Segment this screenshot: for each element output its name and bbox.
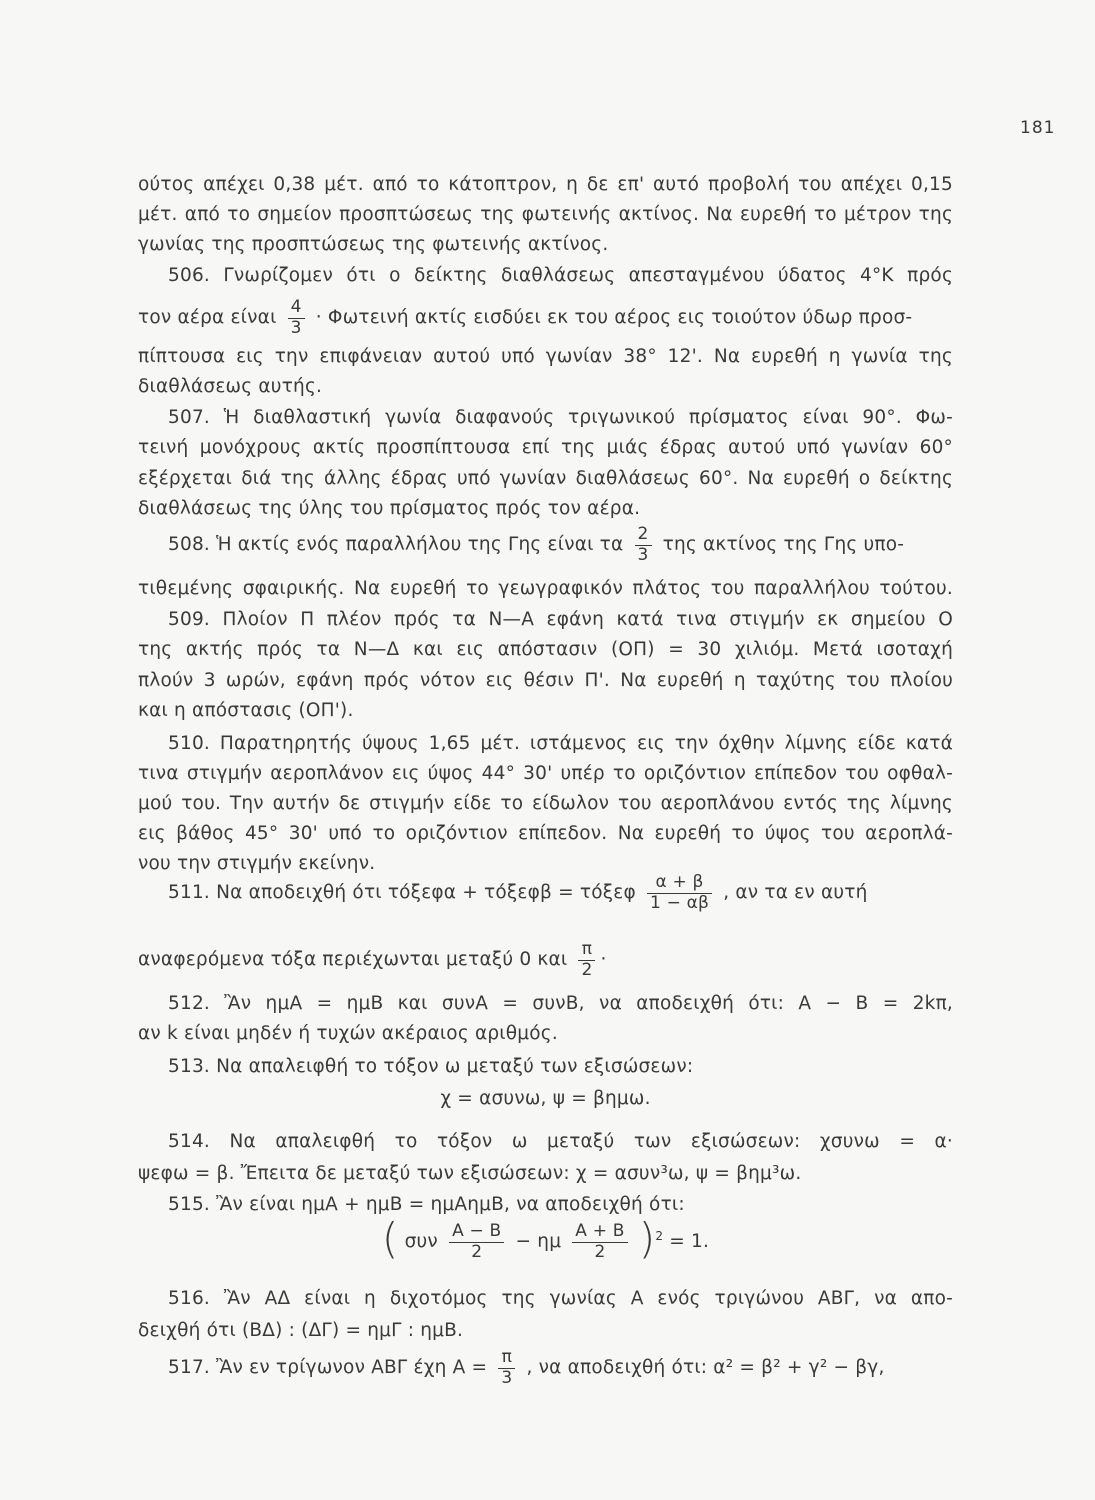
text-line: διαθλάσεως αυτής. <box>138 376 323 397</box>
exercise-509: 509. Πλοίον Π πλέον πρός τα Ν—Α εφάνη κατά τινα στιγμήν εκ σημείου Ο <box>168 609 953 630</box>
exercise-508: 508. Ἡ ακτίς ενός παραλλήλου της Γης είναι τα $\frac{2}{3}$ της ακτίνος της Γης υπο- <box>168 524 905 565</box>
text-line: μέτ. από το σημείον προσπτώσεως της φωτεινής ακτίνος. Να ευρεθή το μέτρον της <box>138 204 953 225</box>
text-line: δειχθή ότι (ΒΔ) : (ΔΓ) = ημΓ : ημΒ. <box>138 1320 464 1341</box>
text-line: αναφερόμενα τόξα περιέχωνται μεταξύ 0 και $\frac{\pi}{2}$ · <box>138 939 607 980</box>
text-line: νου την στιγμήν εκείνην. <box>138 853 376 874</box>
exercise-517: 517. Ἂν εν τρίγωνον ΑΒΓ έχη Α = $\frac{\pi}{3}$ , να αποδειχθή ότι: α² = β² + γ² − βγ, <box>168 1347 885 1388</box>
fraction-4-3: $\frac{4}{3}$ <box>288 298 305 338</box>
text-line: πίπτουσα εις την επιφάνειαν αυτού υπό γωνίαν 38° 12'. Να ευρεθή η γωνία της <box>138 346 953 367</box>
exercise-511: 511. Να αποδειχθή ότι τόξεφα + τόξεφβ = τόξεφ $\frac{\alpha + \beta}{1 - \alpha\beta}$ , αν τα εν αυτή <box>168 872 868 913</box>
text-line: εις βάθος 45° 30' υπό το οριζόντιον επίπεδον. Να ευρεθή το ύψος του αεροπλά- <box>138 823 953 844</box>
text-line: ψεφω = β. Ἔπειτα δε μεταξύ των εξισώσεων: χ = ασυν³ω, ψ = βημ³ω. <box>138 1163 802 1184</box>
text-line: τιθεμένης σφαιρικής. Να ευρεθή το γεωγραφικόν πλάτος του παραλλήλου τούτου. <box>138 578 953 599</box>
fraction-pi-3: $\frac{\pi}{3}$ <box>498 1348 515 1388</box>
fraction-alpha-beta: $\frac{\alpha + \beta}{1 - \alpha\beta}$ <box>647 873 712 913</box>
exercise-510: 510. Παρατηρητής ύψους 1,65 μέτ. ιστάμενος εις την όχθην λίμνης είδε κατά <box>168 733 953 754</box>
page-number: 181 <box>1020 118 1056 138</box>
text-line: τινα στιγμήν αεροπλάνον εις ύψος 44° 30' υπέρ το οριζόντιον επίπεδον του οφθαλ- <box>138 763 953 784</box>
text-line: διαθλάσεως της ύλης του πρίσματος πρός τον αέρα. <box>138 498 641 519</box>
text-line: τεινή μονόχρους ακτίς προσπίπτουσα επί της μιάς έδρας αυτού υπό γωνίαν 60° <box>138 437 953 458</box>
text-line: τον αέρα είναι $\frac{4}{3}$ · Φωτεινή ακτίς εισδύει εκ του αέρος εις τοιούτον ύδωρ προσ- <box>138 297 913 338</box>
text-line: και η απόστασις (ΟΠ'). <box>138 700 354 721</box>
fraction-pi-2: $\frac{\pi}{2}$ <box>578 940 595 980</box>
equation-line: χ = ασυνω, ψ = βημω. <box>440 1088 651 1109</box>
exercise-507: 507. Ἡ διαθλαστική γωνία διαφανούς τριγωνικού πρίσματος είναι 90°. Φω- <box>168 407 953 428</box>
text-line: αν k είναι μηδέν ή τυχών ακέραιος αριθμός. <box>138 1023 558 1044</box>
text-line: ούτος απέχει 0,38 μέτ. από το κάτοπτρον, η δε επ' αυτό προβολή του απέχει 0,15 <box>138 174 953 195</box>
text-line: γωνίας της προσπτώσεως της φωτεινής ακτίνος. <box>138 234 609 255</box>
exercise-515: 515. Ἂν είναι ημΑ + ημΒ = ημΑημΒ, να αποδειχθή ότι: <box>168 1194 685 1215</box>
exercise-513: 513. Να απαλειφθή το τόξον ω μεταξύ των εξισώσεων: <box>168 1056 694 1077</box>
fraction-a-minus-b: $\frac{A - B}{2}$ <box>449 1222 504 1262</box>
fraction-2-3: $\frac{2}{3}$ <box>635 525 652 565</box>
text-line: της ακτής πρός τα Ν—Δ και εις απόστασιν (ΟΠ) = 30 χιλιόμ. Μετά ισοταχή <box>138 639 953 660</box>
fraction-a-plus-b: $\frac{A + B}{2}$ <box>572 1222 627 1262</box>
text-line: μού του. Την αυτήν δε στιγμήν είδε το είδωλον του αεροπλάνου εντός της λίμνης <box>138 793 953 814</box>
exercise-506: 506. Γνωρίζομεν ότι ο δείκτης διαθλάσεως απεσταγμένου ύδατος 4°Κ πρός <box>168 265 953 286</box>
text-line: εξέρχεται διά της άλλης έδρας υπό γωνίαν διαθλάσεως 60°. Να ευρεθή ο δείκτης <box>138 468 953 489</box>
exercise-512: 512. Ἂν ημΑ = ημΒ και συνΑ = συνΒ, να αποδειχθή ότι: Α − Β = 2kπ, <box>168 993 953 1014</box>
exercise-514: 514. Να απαλειφθή το τόξον ω μεταξύ των εξισώσεων: χσυνω = α· <box>168 1131 953 1152</box>
equation-line: ( συν $\frac{A - B}{2}$ − ημ $\frac{A + B}{2}$ )$^2$ = 1. <box>381 1214 710 1264</box>
exercise-516: 516. Ἂν ΑΔ είναι η διχοτόμος της γωνίας Α ενός τριγώνου ΑΒΓ, να απο- <box>168 1288 953 1309</box>
text-line: πλούν 3 ωρών, εφάνη πρός νότον εις θέσιν Π'. Να ευρεθή η ταχύτης του πλοίου <box>138 670 953 691</box>
